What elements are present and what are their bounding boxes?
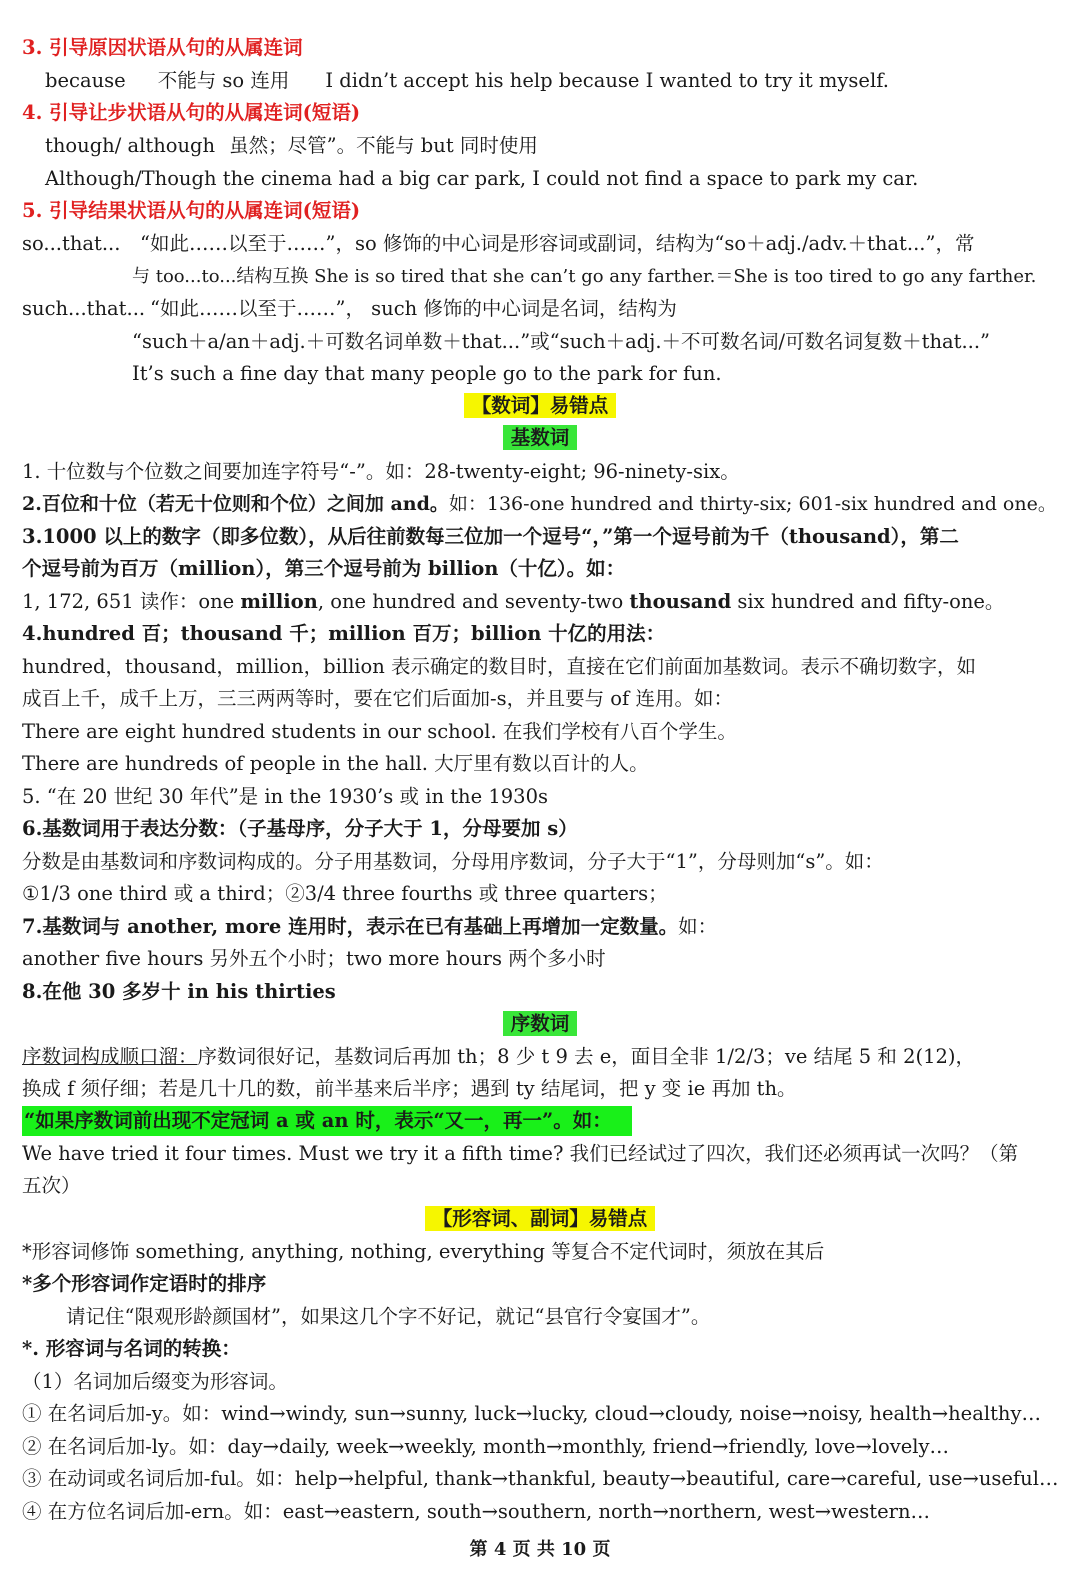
numeral-section-title: 【数词】易错点: [464, 393, 617, 418]
so-that-def2: 与 too...to...结构互换 She is so tired that she can’t go any farther.＝She is too tired to go any farther.: [132, 266, 1037, 287]
such-that-struct: “such＋a/an＋adj.＋可数名词单数＋that...”或“such＋adj.＋不可数名词/可数名词复数＋that...”: [132, 330, 991, 353]
adj-a4: *. 形容词与名词的转换：: [22, 1337, 241, 1360]
ordinal-title-row: [0, 1009, 1080, 1039]
though-line: [45, 131, 538, 161]
ordinal-title: 序数词: [503, 1011, 578, 1036]
adj-a8: ③ 在动词或名词后加-ful。如：help→helpful, thank→thankful, beauty→beautiful, care→careful, use→useful…: [22, 1467, 1059, 1490]
numeral-p7-tail: 如：: [678, 915, 718, 938]
p3c-e: six hundred and fifty-one。: [731, 590, 1005, 613]
adj-a6: ① 在名词后加-y。如：wind→windy, sun→sunny, luck→lucky, cloud→cloudy, noise→noisy, health→healthy…: [22, 1402, 1041, 1425]
numeral-p1: 1. 十位数与个位数之间要加连字符号“-”。如：28-twenty-eight; 96-ninety-six。: [22, 460, 740, 483]
cardinal-title-row: [0, 423, 1080, 453]
though-example: Although/Though the cinema had a big car park, I could not find a space to park my car.: [45, 167, 919, 190]
p3c-a: 1, 172, 651 读作：one: [22, 590, 241, 613]
such-that-word: such...that...: [22, 297, 146, 320]
numeral-p2-bold: 2.百位和十位（若无十位则和个位）之间加 and。: [22, 493, 449, 515]
numeral-p3a: 3.1000 以上的数字（即多位数），从后往前数每三位加一个逗号“，”第一个逗号前为千（thousand），第二: [22, 525, 959, 548]
such-that-def: “如此……以至于……”， such 修饰的中心词是名词，结构为: [150, 297, 677, 320]
numeral-p4b: 成百上千，成千上万，三三两两等时，要在它们后面加-s，并且要与 of 连用。如：: [22, 687, 733, 710]
so-that-def: “如此……以至于……”，so 修饰的中心词是形容词或副词，结构为“so＋adj./adv.＋that...”，常: [140, 232, 975, 255]
because-word: because: [45, 69, 126, 92]
p3c-thousand: thousand: [629, 590, 732, 613]
numeral-p7-line: [22, 912, 717, 942]
because-example: I didn’t accept his help because I wanted to try it myself.: [325, 69, 889, 92]
numeral-p6: 6.基数词用于表达分数：（子基母序，分子大于 1，分母要加 s）: [22, 817, 578, 840]
numeral-p3b: 个逗号前为百万（million），第三个逗号前为 billion（十亿）。如：: [22, 557, 626, 580]
ordinal-rhyme-label: 序数词构成顺口溜：: [22, 1045, 198, 1068]
cardinal-title: 基数词: [503, 425, 578, 450]
p3c-million: million: [240, 590, 318, 613]
ordinal-o4: We have tried it four times. Must we try it a fifth time? 我们已经试过了四次，我们还必须再试一次吗？（第: [22, 1142, 1019, 1165]
numeral-p7a: another five hours 另外五个小时；two more hours 两个多小时: [22, 947, 606, 970]
because-note: 不能与 so 连用: [157, 69, 290, 92]
adj-a1: *形容词修饰 something, anything, nothing, everything 等复合不定代词时，须放在其后: [22, 1240, 825, 1263]
adj-title-row: [0, 1204, 1080, 1234]
adj-section-title: 【形容词、副词】易错点: [425, 1206, 656, 1231]
such-that-example: It’s such a fine day that many people go to the park for fun.: [132, 362, 722, 385]
page-footer: 第 4 页 共 10 页: [469, 1539, 611, 1560]
adj-a5: （1）名词加后缀变为形容词。: [22, 1370, 288, 1393]
ordinal-o3: “如果序数词前出现不定冠词 a 或 an 时，表示“又一，再一”。如：: [22, 1106, 632, 1136]
though-note: 虽然；尽管”。不能与 but 同时使用: [229, 134, 538, 157]
heading-3: 3. 引导原因状语从句的从属连词: [22, 36, 303, 59]
heading-4: 4. 引导让步状语从句的从属连词(短语): [22, 101, 361, 124]
numeral-p4: 4.hundred 百；thousand 千；million 百万；billion 十亿的用法：: [22, 622, 666, 645]
ordinal-o1-line: [22, 1042, 975, 1072]
numeral-p4a: hundred，thousand，million，billion 表示确定的数目时，直接在它们前面加基数词。表示不确切数字，如: [22, 655, 977, 678]
though-word: though/ although: [45, 134, 216, 157]
because-line: [45, 66, 889, 96]
numeral-p7: 7.基数词与 another, more 连用时，表示在已有基础上再增加一定数量。: [22, 915, 679, 938]
numeral-p6a: 分数是由基数词和序数词构成的。分子用基数词，分母用序数词，分子大于“1”，分母则加“s”。如：: [22, 850, 884, 873]
ordinal-o5: 五次）: [22, 1174, 81, 1197]
numeral-p5: 5. “在 20 世纪 30 年代”是 in the 1930’s 或 in the 1930s: [22, 785, 548, 808]
adj-a7: ② 在名词后加-ly。如：day→daily, week→weekly, month→monthly, friend→friendly, love→lovely…: [22, 1435, 950, 1458]
heading-5: 5. 引导结果状语从句的从属连词(短语): [22, 199, 361, 222]
adj-a9: ④ 在方位名词后加-ern。如：east→eastern, south→southern, north→northern, west→western…: [22, 1500, 931, 1523]
numeral-title-row: [0, 391, 1080, 421]
numeral-p8: 8.在他 30 多岁十 in his thirties: [22, 980, 336, 1003]
numeral-p2-rest: 如：136-one hundred and thirty-six; 601-six hundred and one。: [448, 493, 1057, 515]
ordinal-o3-row: [22, 1106, 632, 1136]
numeral-p6b: ①1/3 one third 或 a third；②3/4 three fourths 或 three quarters；: [22, 882, 668, 905]
so-that-word: so...that...: [22, 232, 121, 255]
ordinal-o1: 序数词很好记，基数词后再加 th；8 少 t 9 去 e，面目全非 1/2/3；ve 结尾 5 和 2(12)，: [197, 1045, 976, 1068]
p3c-c: , one hundred and seventy-two: [317, 590, 630, 613]
numeral-p4c: There are eight hundred students in our school. 在我们学校有八百个学生。: [22, 720, 737, 743]
numeral-p3c: [22, 587, 1004, 617]
numeral-p4d: There are hundreds of people in the hall. 大厅里有数以百计的人。: [22, 752, 649, 775]
adj-a3: 请记住“限观形龄颜国材”，如果这几个字不好记，就记“县官行令宴国才”。: [66, 1305, 711, 1328]
adj-a2: *多个形容词作定语时的排序: [22, 1272, 267, 1295]
numeral-p2: [22, 489, 1057, 519]
ordinal-o2: 换成 f 须仔细；若是几十几的数，前半基来后半序；遇到 ty 结尾词，把 y 变 ie 再加 th。: [22, 1077, 797, 1100]
